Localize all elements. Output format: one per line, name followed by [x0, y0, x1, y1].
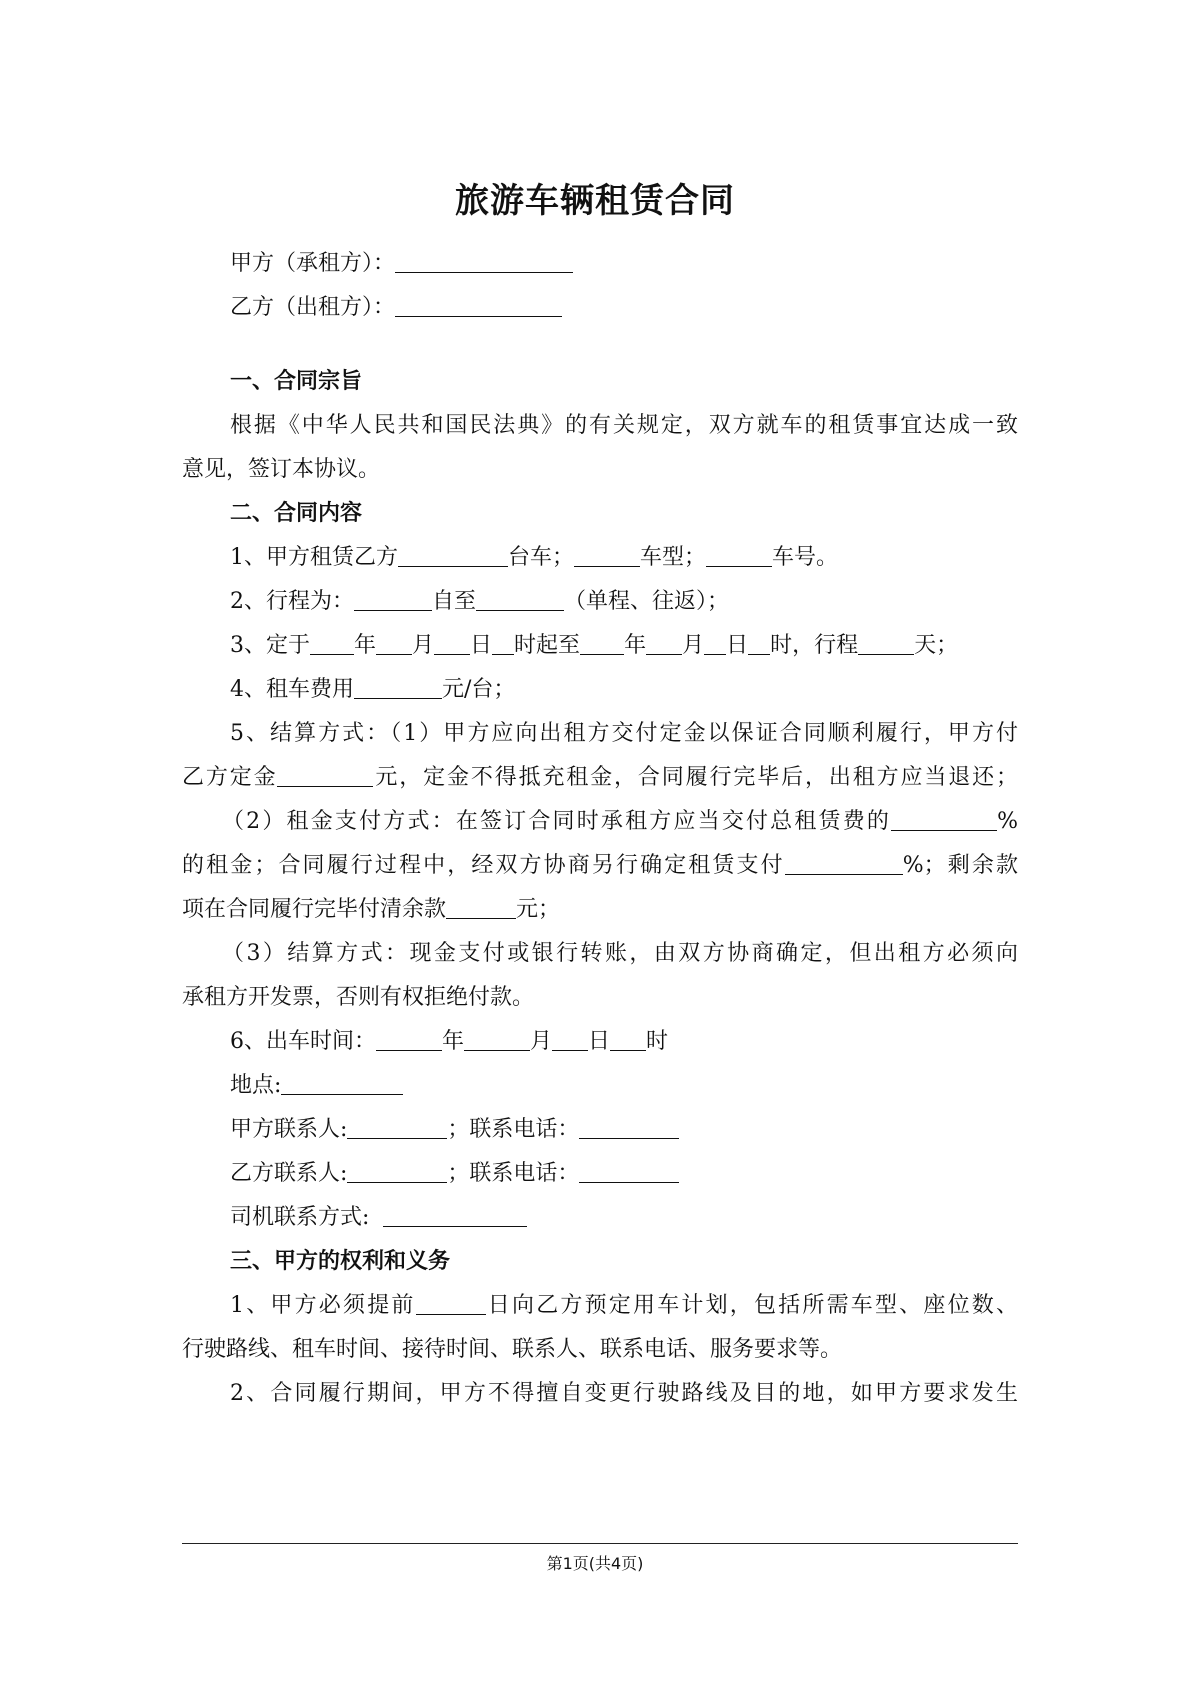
item-3-text: 时起至 [514, 633, 581, 658]
party-b-contact-label: 乙方联系人: [230, 1161, 348, 1186]
interim-percent-blank[interactable] [785, 848, 903, 875]
item-4-line [230, 666, 1018, 713]
section-1-paragraph-line: 根据《中华人民共和国民法典》的有关规定，双方就车的租赁事宜达成一致 [230, 413, 1018, 438]
party-a-contact-line [230, 1106, 1018, 1153]
item-5-text: 元，定金不得抵充租金，合同履行完毕后，出租方应当退还； [373, 765, 1018, 790]
item-2-line [230, 578, 1018, 625]
item-1-text: 台车； [508, 545, 575, 570]
section-2-heading: 二、合同内容 [230, 501, 363, 526]
party-a-label: 甲方（承租方）： [230, 251, 396, 276]
item-5-line [182, 842, 1018, 889]
party-b-contact-blank[interactable] [347, 1156, 447, 1183]
party-b-label: 乙方（出租方）： [230, 295, 396, 320]
driver-contact-line [230, 1194, 1018, 1241]
driver-contact-blank[interactable] [383, 1200, 527, 1227]
party-a-contact-label: 甲方联系人: [230, 1117, 348, 1142]
item-2-text: 2、行程为： [230, 589, 354, 614]
item-5-line [182, 886, 1018, 933]
route-to-blank[interactable] [476, 584, 564, 611]
deposit-blank[interactable] [277, 760, 373, 787]
item-1-line [230, 534, 1018, 581]
item-5-line: 5、结算方式：（1）甲方应向出租方交付定金以保证合同顺利履行，甲方付 [230, 721, 1018, 746]
car-count-blank[interactable] [398, 540, 508, 567]
end-year-blank[interactable] [580, 628, 624, 655]
section-3-text: 1、甲方必须提前 [230, 1293, 416, 1318]
item-6-text: 年 [442, 1029, 465, 1054]
party-a-line [230, 240, 1018, 287]
item-5-text: 乙方定金 [182, 765, 278, 790]
item-3-text: 日 [470, 633, 493, 658]
item-3-text: 月 [412, 633, 435, 658]
item-5-text: 项在合同履行完毕付清余款 [182, 897, 447, 922]
party-a-phone-blank[interactable] [579, 1112, 679, 1139]
start-hour-blank[interactable] [492, 628, 514, 655]
item-3-text: 月 [682, 633, 705, 658]
driver-contact-label: 司机联系方式: [230, 1205, 370, 1230]
departure-month-blank[interactable] [464, 1024, 530, 1051]
route-from-blank[interactable] [354, 584, 432, 611]
item-2-text: 自至 [432, 589, 477, 614]
section-3-line [230, 1282, 1018, 1329]
item-3-text: 时，行程 [770, 633, 859, 658]
item-6-line [230, 1018, 1018, 1065]
item-5-text: %；剩余款 [902, 853, 1018, 878]
departure-day-blank[interactable] [552, 1024, 588, 1051]
item-6-text: 月 [530, 1029, 553, 1054]
item-1-text: 车号。 [772, 545, 839, 570]
section-3-heading: 三、甲方的权利和义务 [230, 1249, 451, 1274]
location-blank[interactable] [281, 1068, 403, 1095]
item-5-line [222, 798, 1018, 845]
start-day-blank[interactable] [434, 628, 470, 655]
departure-hour-blank[interactable] [610, 1024, 646, 1051]
item-5-line: （3）结算方式：现金支付或银行转账，由双方协商确定，但出租方必须向 [222, 941, 1018, 966]
document-title: 旅游车辆租赁合同 [455, 181, 735, 221]
upfront-percent-blank[interactable] [891, 804, 997, 831]
item-5-text: 的租金；合同履行过程中，经双方协商另行确定租赁支付 [182, 853, 785, 878]
item-5-line [182, 754, 1018, 801]
item-5-line: 承租方开发票，否则有权拒绝付款。 [182, 985, 535, 1010]
end-hour-blank[interactable] [748, 628, 770, 655]
party-b-blank[interactable] [395, 290, 562, 317]
car-type-blank[interactable] [574, 540, 640, 567]
item-6-text: 日 [588, 1029, 611, 1054]
item-6-text: 6、出车时间： [230, 1029, 376, 1054]
phone-label: ；联系电话： [447, 1117, 580, 1142]
phone-label: ；联系电话： [447, 1161, 580, 1186]
party-b-line [230, 284, 1018, 331]
end-day-blank[interactable] [704, 628, 726, 655]
item-3-text: 3、定于 [230, 633, 310, 658]
departure-year-blank[interactable] [376, 1024, 442, 1051]
item-6-text: 时 [646, 1029, 669, 1054]
section-1-paragraph-line: 意见，签订本协议。 [182, 457, 381, 482]
section-3-text: 日向乙方预定用车计划，包括所需车型、座位数、 [485, 1293, 1018, 1318]
trip-days-blank[interactable] [858, 628, 914, 655]
item-5-text: （2）租金支付方式：在签订合同时承租方应当交付总租赁费的 [222, 809, 892, 834]
advance-days-blank[interactable] [416, 1288, 486, 1315]
item-4-text: 4、租车费用 [230, 677, 354, 702]
party-a-blank[interactable] [395, 246, 573, 273]
party-a-contact-blank[interactable] [347, 1112, 447, 1139]
item-3-line [230, 622, 1018, 669]
item-3-text: 日 [726, 633, 749, 658]
balance-blank[interactable] [446, 892, 516, 919]
item-3-text: 年 [624, 633, 647, 658]
car-number-blank[interactable] [706, 540, 772, 567]
page-number: 第1页(共4页) [546, 1554, 644, 1573]
item-2-text: （单程、往返）； [564, 589, 730, 614]
item-1-text: 1、甲方租赁乙方 [230, 545, 398, 570]
item-5-text: % [997, 809, 1018, 834]
footer-divider [182, 1543, 1018, 1544]
item-3-text: 年 [354, 633, 377, 658]
start-year-blank[interactable] [310, 628, 354, 655]
item-3-text: 天； [914, 633, 959, 658]
start-month-blank[interactable] [376, 628, 412, 655]
item-1-text: 车型； [640, 545, 707, 570]
rental-fee-blank[interactable] [354, 672, 442, 699]
item-4-text: 元/台； [442, 677, 516, 702]
location-label: 地点: [230, 1073, 282, 1098]
item-5-text: 元； [516, 897, 561, 922]
party-b-contact-line [230, 1150, 1018, 1197]
section-3-line: 行驶路线、租车时间、接待时间、联系人、联系电话、服务要求等。 [182, 1337, 843, 1362]
section-1-heading: 一、合同宗旨 [230, 369, 363, 394]
location-line [230, 1062, 1018, 1109]
section-3-line: 2、合同履行期间，甲方不得擅自变更行驶路线及目的地，如甲方要求发生 [230, 1381, 1018, 1406]
end-month-blank[interactable] [646, 628, 682, 655]
party-b-phone-blank[interactable] [579, 1156, 679, 1183]
